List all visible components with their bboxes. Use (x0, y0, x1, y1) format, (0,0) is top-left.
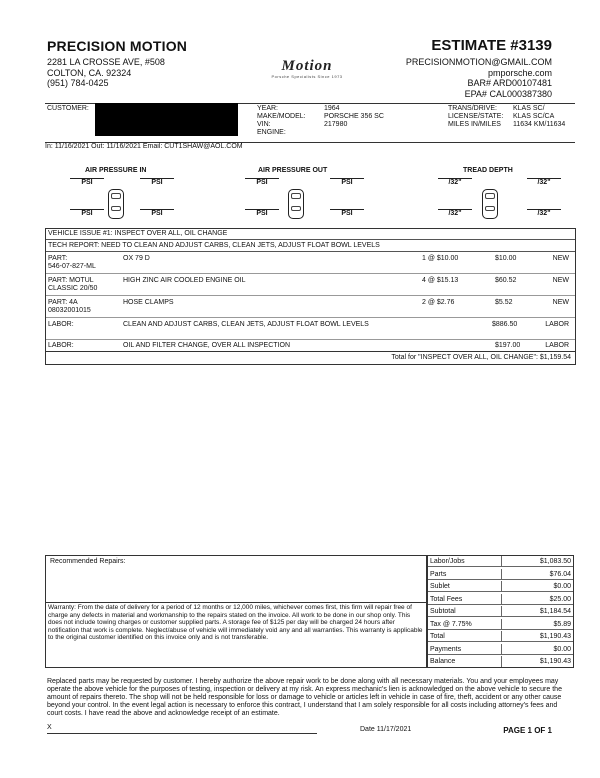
engine-label: ENGINE: (257, 129, 286, 136)
totals-key: Payments (430, 645, 462, 653)
page-number: PAGE 1 OF 1 (503, 726, 552, 735)
totals-key: Subtotal (430, 608, 456, 615)
customer-name-redaction (95, 103, 238, 136)
totals-row (428, 556, 573, 567)
totals-value: $1,184.54 (539, 608, 571, 615)
year-value: 1964 (324, 105, 340, 112)
tread-depth-heading: TREAD DEPTH (463, 167, 513, 174)
line-type: LABOR: (48, 321, 74, 328)
totals-value: $0.00 (553, 645, 571, 653)
totals-row (428, 606, 573, 617)
line-code: 546-07-827-ML (48, 263, 96, 270)
totals-value: $1,083.50 (539, 558, 571, 565)
totals-row (428, 644, 573, 655)
line-desc: CLEAN AND ADJUST CARBS, CLEAN JETS, ADJUST FLOAT BOWL LEVELS (123, 321, 369, 328)
line-amount: $10.00 (495, 255, 517, 262)
line-code: CLASSIC 20/50 (48, 285, 98, 292)
totals-key: Sublet (430, 583, 450, 590)
divider (46, 351, 575, 352)
trans-value: KLAS SC/ (513, 105, 545, 112)
totals-row (428, 569, 573, 580)
totals-value: $76.04 (549, 570, 571, 578)
signature-line[interactable]: X (47, 724, 317, 734)
line-status: LABOR (545, 342, 569, 349)
epa-number: EPA# CAL000387380 (464, 88, 552, 99)
psi-out-rear-left[interactable]: PSI (245, 209, 279, 217)
year-label: YEAR: (257, 105, 279, 112)
totals-row (428, 631, 573, 642)
line-type: PART: MOTUL (48, 277, 94, 284)
shop-logo (255, 58, 359, 79)
totals-key: Labor/Jobs (430, 558, 465, 565)
psi-out-front-left[interactable]: PSI (245, 178, 279, 186)
line-desc: OX 79 D (123, 255, 150, 262)
job-total: Total for "INSPECT OVER ALL, OIL CHANGE": $1,159.54 (391, 354, 571, 361)
recommended-label: Recommended Repairs: (50, 558, 126, 565)
totals-row (428, 594, 573, 605)
miles-label: MILES IN/MILES (448, 121, 501, 128)
divider (46, 339, 575, 340)
signature-date: Date 11/17/2021 (360, 726, 412, 733)
totals-key: Balance (430, 658, 456, 665)
air-pressure-out-heading: AIR PRESSURE OUT (258, 167, 328, 174)
psi-in-rear-right[interactable]: PSI (140, 209, 174, 217)
shop-website: pmporsche.com (487, 67, 552, 78)
vehicle-issue: VEHICLE ISSUE #1: INSPECT OVER ALL, OIL CHANGE (46, 229, 575, 240)
estimate-title: ESTIMATE #3139 (431, 37, 552, 54)
shop-address (47, 57, 165, 89)
line-code: 08032001015 (48, 307, 91, 314)
miles-value: 11634 KM/11634 (513, 121, 566, 128)
shop-contact (406, 57, 552, 99)
tread-front-left[interactable]: /32" (438, 178, 472, 186)
line-type: PART: 4A (48, 299, 78, 306)
shop-phone: (951) 784-0425 (47, 78, 109, 88)
trans-label: TRANS/DRIVE: (448, 105, 498, 112)
line-type: PART: (48, 255, 68, 262)
license-label: LICENSE/STATE: (448, 113, 504, 120)
psi-out-front-right[interactable]: PSI (330, 178, 364, 186)
job-section (45, 228, 576, 365)
line-status: LABOR (545, 321, 569, 328)
totals-table (427, 555, 574, 668)
logo-word: Motion (281, 58, 333, 74)
totals-row (428, 619, 573, 630)
line-status: NEW (552, 277, 569, 284)
line-amount: $60.52 (495, 277, 517, 284)
license-value: KLAS SC/CA (513, 113, 555, 120)
psi-in-front-right[interactable]: PSI (140, 178, 174, 186)
line-amount: $886.50 (492, 321, 518, 328)
line-status: NEW (552, 299, 569, 306)
totals-key: Parts (430, 570, 447, 578)
vin-value: 217980 (324, 121, 348, 128)
totals-value: $5.89 (553, 620, 571, 628)
totals-value: $1,190.43 (539, 658, 571, 665)
recommended-section (45, 555, 427, 668)
totals-key: Tax @ 7.75% (430, 620, 472, 628)
air-pressure-in-heading: AIR PRESSURE IN (85, 167, 147, 174)
make-label: MAKE/MODEL: (257, 113, 306, 120)
tread-rear-left[interactable]: /32" (438, 209, 472, 217)
make-value: PORSCHE 356 SC (324, 113, 384, 120)
line-qty: 4 @ $15.13 (422, 277, 459, 284)
divider (46, 317, 575, 318)
warranty-text: Warranty: From the date of delivery for a period of 12 months or 12,000 miles, whichever comes first, this firm will repair free of charge any defects in material and workmanship to the repairs stated on the invoice. All work to be done in our shop only. This does not include towing charges or customer supplied parts. A storage fee of $125 per day will be charged 24 hours after notification that work is complete. Neglect/abuse of vehicle will immediately void any and all warranties. This warranty is applicable to the original customer identified on this invoice only and is not transferable. (48, 604, 423, 642)
shop-address-line2: COLTON, CA. 92324 (47, 67, 132, 78)
totals-value: $0.00 (553, 583, 571, 590)
line-desc: OIL AND FILTER CHANGE, OVER ALL INSPECTION (123, 342, 291, 349)
divider (46, 295, 575, 296)
authorization-disclaimer: Replaced parts may be requested by customer. I hereby authorize the above repair work to be done along with all necessary materials. You and your employees may operate the above vehicle for the purposes of testing, inspection or delivery at my risk. An express mechanic's lien is acknowledged on the above vehicle to secure the amount of repairs thereto. The shop will not be held responsible for loss or damage to vehicle or articles left in vehicle in case of fire, theft, accident or any other cause beyond your control. In the event legal action is necessary to enforce this contract, I understand that I am solely responsible for all costs including attorney's fees and court costs. I have read the above and acknowledge receipt of an estimate. (47, 678, 562, 717)
tread-front-right[interactable]: /32" (527, 178, 561, 186)
totals-key: Total (430, 633, 445, 640)
shop-email: PRECISIONMOTION@GMAIL.COM (405, 57, 552, 67)
psi-out-rear-right[interactable]: PSI (330, 209, 364, 217)
line-status: NEW (552, 255, 569, 262)
totals-row (428, 581, 573, 592)
car-diagram-tread (482, 189, 498, 219)
totals-value: $1,190.43 (539, 633, 571, 640)
customer-label: CUSTOMER: (47, 105, 89, 112)
tech-report: TECH REPORT: NEED TO CLEAN AND ADJUST CARBS, CLEAN JETS, ADJUST FLOAT BOWL LEVELS (46, 240, 575, 252)
line-desc: HIGH ZINC AIR COOLED ENGINE OIL (123, 277, 246, 284)
dates-email: In: 11/16/2021 Out: 11/16/2021 Email: CUT1SHAW@AOL.COM (45, 143, 243, 150)
logo-tagline: Porsche Specialists Since 1973 (271, 74, 343, 79)
psi-in-front-left[interactable]: PSI (70, 178, 104, 186)
bar-number: BAR# ARD00107481 (467, 78, 552, 88)
line-qty: 2 @ $2.76 (422, 299, 455, 306)
car-diagram-in (108, 189, 124, 219)
totals-row (428, 656, 573, 667)
psi-in-rear-left[interactable]: PSI (70, 209, 104, 217)
totals-value: $25.00 (549, 595, 571, 603)
shop-address-line1: 2281 LA CROSSE AVE, #508 (47, 57, 165, 67)
divider (46, 273, 575, 274)
line-desc: HOSE CLAMPS (123, 299, 174, 306)
line-amount: $5.52 (495, 299, 513, 306)
vin-label: VIN: (257, 121, 271, 128)
line-qty: 1 @ $10.00 (422, 255, 459, 262)
car-diagram-out (288, 189, 304, 219)
line-type: LABOR: (48, 342, 74, 349)
totals-key: Total Fees (430, 595, 463, 603)
tread-rear-right[interactable]: /32" (527, 209, 561, 217)
shop-name: PRECISION MOTION (47, 38, 188, 54)
line-amount: $197.00 (495, 342, 521, 349)
